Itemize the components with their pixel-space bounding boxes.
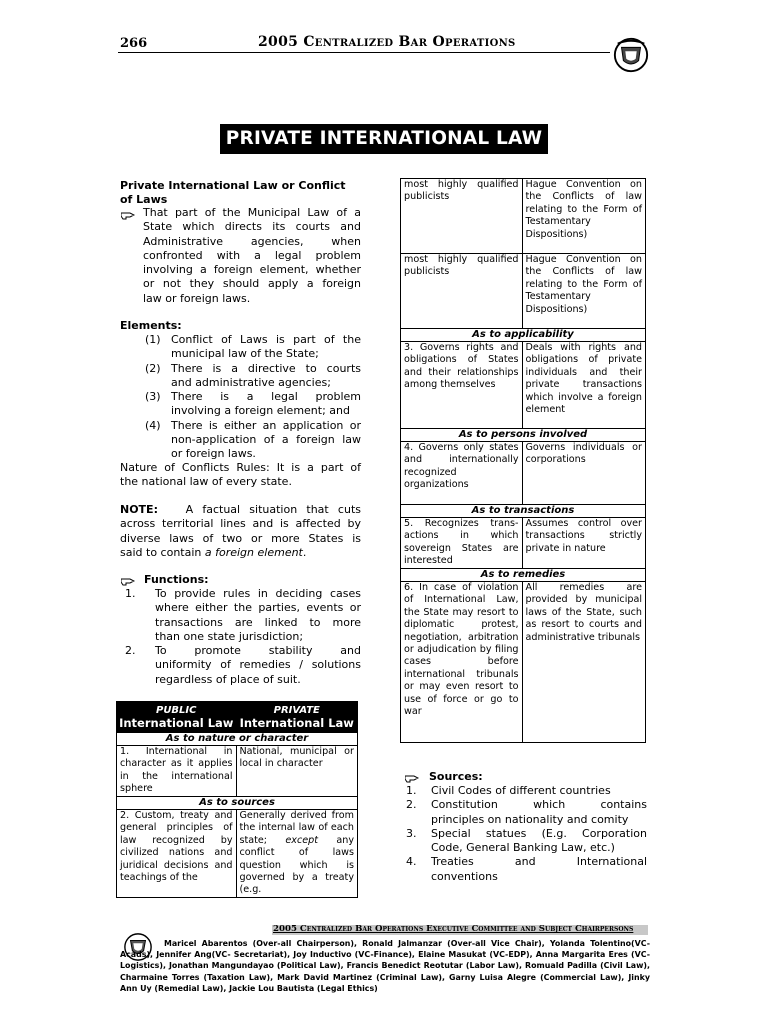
elements-heading: Elements: bbox=[120, 319, 182, 332]
nature-paragraph: Nature of Conflicts Rules: It is a part of the national law of every state. bbox=[120, 461, 361, 489]
running-header: 2005 Centralized Bar Operations bbox=[258, 34, 516, 50]
table-row: most highly qualified publicists Hague Convention on the Conflicts of law relating to the Form of Testamentary Dispositions) bbox=[401, 254, 646, 329]
section-row: As to persons involved bbox=[401, 429, 646, 442]
list-item: (1) Conflict of Laws is part of the municipal law of the State; bbox=[145, 333, 361, 361]
definition-line: confronted with a legal problem bbox=[143, 248, 361, 262]
definition-line: That part of the Municipal Law of a bbox=[143, 206, 361, 219]
list-item: 3. Special statues (E.g. Corporation Code, General Banking Law, etc.) bbox=[406, 826, 647, 855]
section-row: As to nature or character bbox=[117, 733, 358, 746]
definition-line: Administrative agencies, when bbox=[143, 234, 361, 248]
definition-line: involving a foreign element, whether bbox=[143, 263, 361, 277]
university-seal-icon bbox=[612, 36, 650, 74]
pointing-hand-icon bbox=[121, 576, 135, 586]
section-row: As to applicability bbox=[401, 329, 646, 342]
definition-line: or not they should apply a foreign bbox=[143, 277, 361, 291]
note-paragraph: NOTE: A factual situation that cuts across territorial lines and is affected by diverse laws of two or more States is said to contain a foreign element. bbox=[120, 503, 361, 559]
sources-list bbox=[406, 784, 647, 884]
footer-names: Maricel Abarentos (Over-all Chairperson), Ronald Jalmanzar (Over-all Vice Chair), Yolanda Tolentino(VC-Acads), Jennifer Ang(VC- Secretariat), Joy Inductivo (VC-Finance), Elaine Masukat (VC-EDP), Anna Margarita Eres (VC-Logistics), Jonathan Mangundayao (Political Law), Francis Benedict Reotutar (Labor Law), Romuald Padilla (Civil Law), Charmaine Torres (Taxation Law), Mark David Martinez (Criminal Law), Garny Luisa Alegre (Commercial Law), Jinky Ann Uy (Remedial Law), Jackie Lou Bautista (Legal Ethics) bbox=[120, 939, 650, 993]
table-row: 6. In case of violation of International Law, the State may resort to diplomatic protest, negotiation, arbitration or adjudication by filing cases before international tribunals or may even resort to use of force or go to war All remedies are provided by municipal laws of the State, such as resort to courts and administrative tribunals bbox=[401, 582, 646, 743]
list-item: (4) There is either an application or non-application of a foreign law or foreign laws. bbox=[145, 418, 361, 461]
definition-line: State which directs its courts and bbox=[143, 220, 361, 234]
comparison-table-right bbox=[400, 178, 646, 743]
sources-heading: Sources: bbox=[429, 770, 483, 783]
table-row: most highly qualified publicists Hague Convention on the Conflicts of law relating to the Form of Testamentary Dispositions) bbox=[401, 179, 646, 254]
table-header-row bbox=[117, 702, 358, 733]
footer-title: 2005 Centralized Bar Operations Executive Committee and Subject Chairpersons bbox=[273, 924, 634, 934]
definition-block bbox=[143, 206, 361, 306]
list-item: (2) There is a directive to courts and administrative agencies; bbox=[145, 361, 361, 389]
functions-heading: Functions: bbox=[144, 573, 209, 586]
list-item: 2. To promote stability and uniformity of remedies / solutions regardless of place of suit. bbox=[125, 644, 361, 686]
table-row: 2. Custom, treaty and general principles of law recognized by civilized nations and juridical decisions and teachings of the Generally derived from the internal law of each state; except any conflict of laws question which is governed by a treaty (e.g. bbox=[117, 810, 358, 898]
header-public: PUBLIC International Law bbox=[117, 702, 237, 733]
list-item: 1. Civil Codes of different countries bbox=[406, 784, 611, 797]
table-row: 3. Governs rights and obligations of States and their relationships among themselves Deals with rights and obligations of private individuals and their private transactions which involve a foreign element bbox=[401, 342, 646, 429]
left-column bbox=[120, 179, 360, 207]
section-row: As to remedies bbox=[401, 569, 646, 582]
header-rule bbox=[118, 52, 610, 53]
section-heading: Private International Law or Conflict of Laws bbox=[120, 179, 346, 206]
page-title: PRIVATE INTERNATIONAL LAW bbox=[220, 124, 548, 154]
list-item: 1. To provide rules in deciding cases where either the parties, events or transactions are linked to more than one state jurisdiction; bbox=[125, 587, 361, 643]
list-item: 2. Constitution which contains principles on nationality and comity bbox=[406, 798, 647, 826]
list-item: 4. Treaties and International conventions bbox=[406, 855, 647, 883]
note-label: NOTE: bbox=[120, 503, 158, 516]
elements-list bbox=[145, 333, 361, 462]
functions-list bbox=[125, 587, 361, 687]
table-row: 5. Recognizes trans-actions in which sovereign States are interested Assumes control over transactions strictly private in nature bbox=[401, 518, 646, 569]
pointing-hand-icon bbox=[121, 210, 135, 220]
section-row: As to transactions bbox=[401, 505, 646, 518]
list-item: (3) There is a legal problem involving a foreign element; and bbox=[145, 390, 361, 418]
definition-line: law or foreign laws. bbox=[143, 291, 251, 305]
header-private: PRIVATE International Law bbox=[236, 702, 358, 733]
table-row: 4. Governs only states and internationally recognized organizations Governs individuals or corporations bbox=[401, 442, 646, 505]
section-row: As to sources bbox=[117, 797, 358, 810]
pointing-hand-icon bbox=[405, 773, 419, 783]
page-number: 266 bbox=[120, 36, 148, 51]
comparison-table-left bbox=[116, 701, 358, 898]
table-row: 1. International in character as it applies in the international sphere National, municipal or local in character bbox=[117, 746, 358, 797]
